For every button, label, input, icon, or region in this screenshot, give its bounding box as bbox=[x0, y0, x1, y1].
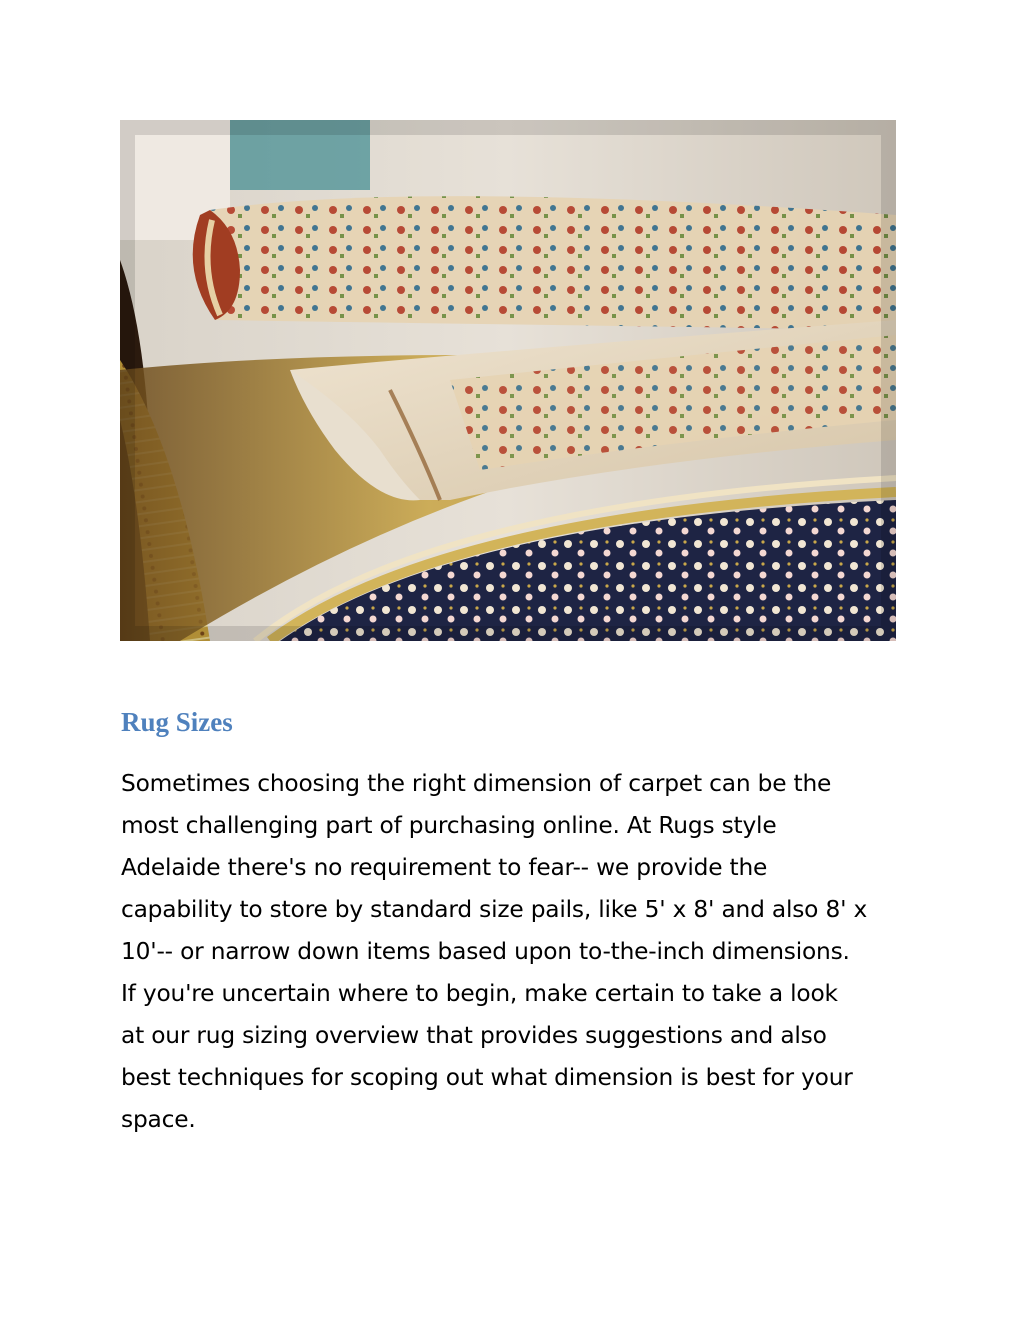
paragraph-line: 10'-- or narrow down items based upon to-the-inch dimensions. bbox=[121, 938, 850, 965]
body-paragraph bbox=[121, 763, 911, 1141]
paragraph-line: Adelaide there's no requirement to fear-- we provide the bbox=[121, 854, 768, 881]
paragraph-line: If you're uncertain where to begin, make certain to take a look bbox=[121, 980, 838, 1007]
paragraph-line: space. bbox=[121, 1106, 196, 1133]
rugs-photo-illustration bbox=[120, 120, 896, 641]
section-heading: Rug Sizes bbox=[121, 707, 233, 737]
rugs-photo bbox=[120, 120, 896, 641]
paragraph-line: at our rug sizing overview that provides suggestions and also bbox=[121, 1022, 827, 1049]
paragraph-line: most challenging part of purchasing online. At Rugs style bbox=[121, 812, 777, 839]
paragraph-line: Sometimes choosing the right dimension of carpet can be the bbox=[121, 770, 832, 797]
paragraph-line: capability to store by standard size pails, like 5' x 8' and also 8' x bbox=[121, 896, 868, 923]
paragraph-line: best techniques for scoping out what dimension is best for your bbox=[121, 1064, 853, 1091]
